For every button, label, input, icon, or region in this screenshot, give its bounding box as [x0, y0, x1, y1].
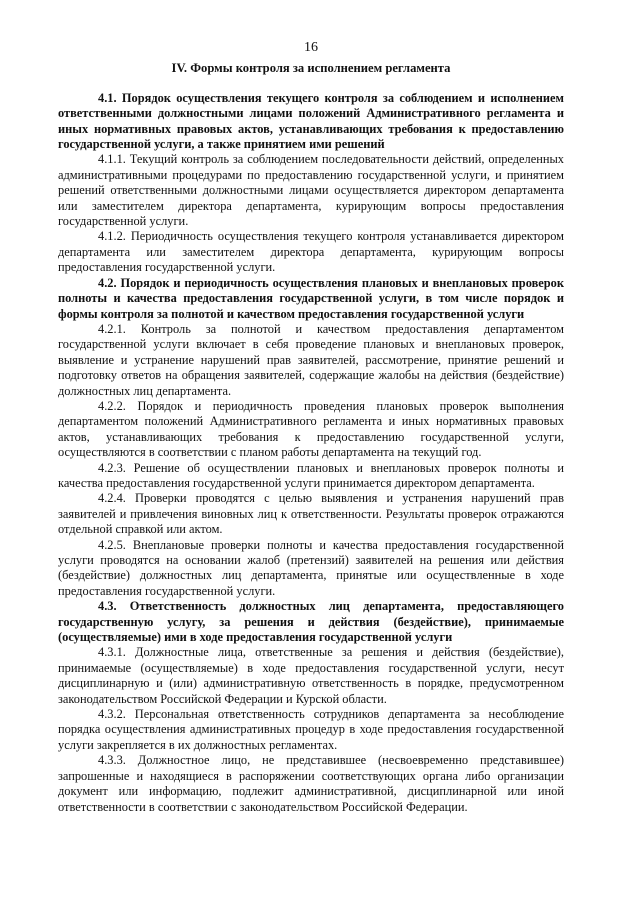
paragraph: 4.3.1. Должностные лица, ответственные за решения и действия (бездействие), принимаемые (осуществляемые) в ходе предоставления государственной услуги, несут дисциплинарную и (или) административную ответственность в порядке, предусмотренном законодательством Российской Федерации и Курской области. [58, 645, 564, 706]
section-heading: 4.2. Порядок и периодичность осуществления плановых и внеплановых проверок полноты и качества предоставления государственной услуги, в том числе порядок и формы контроля за полнотой и качеством предоставления государственной услуги [58, 275, 564, 321]
paragraph: 4.2.5. Внеплановые проверки полноты и качества предоставления государственной услуги проводятся на основании жалоб (претензий) заявителей на решения или действия (бездействие) должностных лиц департамента, принятые или осуществленные в ходе предоставления государственной услуги. [58, 537, 564, 598]
paragraph: 4.2.3. Решение об осуществлении плановых и внеплановых проверок полноты и качества предоставления государственной услуги принимается директором департамента. [58, 460, 564, 490]
paragraph: 4.2.2. Порядок и периодичность проведения плановых проверок выполнения департаментом положений Административного регламента и иных нормативных правовых актов, устанавливающих требования к предоставлению государственной услуги, осуществляются в соответствии с планом работы департамента на текущий год. [58, 398, 564, 460]
section-heading: 4.3. Ответственность должностных лиц департамента, предоставляющего государственную услугу, за решения и действия (бездействие), принимаемые (осуществляемые) ими в ходе предоставления государственной услуги [58, 599, 564, 645]
section-title: IV. Формы контроля за исполнением регламента [171, 61, 451, 76]
paragraph: 4.3.3. Должностное лицо, не представившее (несвоевременно представившее) запрошенные и находящиеся в распоряжении соответствующих органа либо организации документ или информацию, подлежит административной, дисциплинарной или иной ответственности в соответствии с законодательством Российской Федерации. [58, 753, 564, 814]
paragraph: 4.3.2. Персональная ответственность сотрудников департамента за несоблюдение порядка осуществления административных процедур в ходе предоставления государственной услуги закрепляется в их должностных регламентах. [58, 707, 564, 752]
paragraph: 4.2.4. Проверки проводятся с целью выявления и устранения нарушений прав заявителей и привлечения виновных лиц к ответственности. Результаты проверок отражаются отдельной справкой или актом. [58, 491, 564, 537]
document-body [58, 91, 564, 815]
document-page [58, 40, 564, 815]
paragraph: 4.1.2. Периодичность осуществления текущего контроля устанавливается директором департамента или заместителем директора департамента, курирующим вопросы предоставления государственной услуги. [58, 229, 564, 275]
page-number: 16 [304, 40, 318, 55]
paragraph: 4.1.1. Текущий контроль за соблюдением последовательности действий, определенных административными процедурами по предоставлению государственной услуги, и принятием решений ответственными должностными лицами осуществляется директором департамента или заместителем директора департамента, курирующим вопросы предоставления государственной услуги. [58, 152, 564, 229]
section-heading: 4.1. Порядок осуществления текущего контроля за соблюдением и исполнением ответственными должностными лицами положений Административного регламента и иных нормативных правовых актов, устанавливающих требования к предоставлению государственной услуги, а также принятием ими решений [58, 90, 564, 152]
paragraph: 4.2.1. Контроль за полнотой и качеством предоставления департаментом государственной услуги включает в себя проведение плановых и внеплановых проверок, выявление и устранение нарушений прав заявителей, рассмотрение, принятие решений и подготовку ответов на обращения заявителей, содержащие жалобы на действия (бездействие) должностных лиц департамента. [58, 321, 564, 398]
